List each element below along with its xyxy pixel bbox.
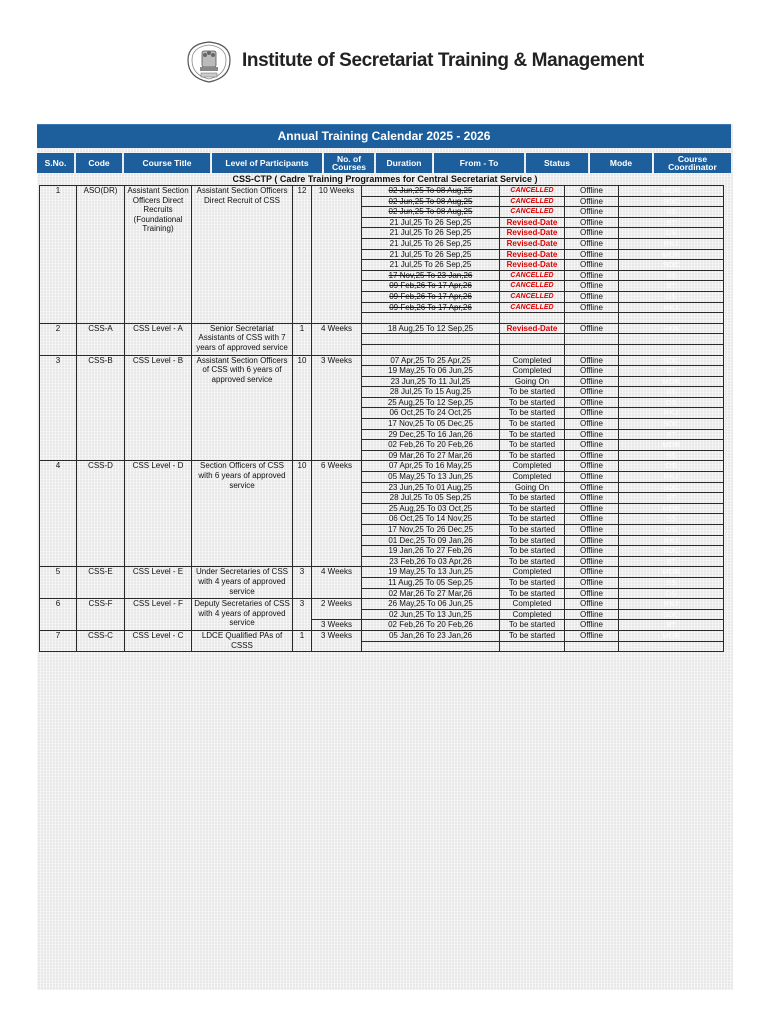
cell-from-to: 02 Jun,25 To 13 Jun,25 xyxy=(362,609,500,620)
cell-coordinator: MDR xyxy=(619,630,724,641)
cell-status: To be started xyxy=(500,620,565,631)
cell-from-to: 05 Jan,26 To 23 Jan,26 xyxy=(362,630,500,641)
cell-status: To be started xyxy=(500,419,565,430)
cell-mode: Offline xyxy=(565,249,619,260)
cell-coordinator: MDR xyxy=(619,503,724,514)
table-row xyxy=(40,599,724,610)
cell-from-to xyxy=(362,641,500,652)
cell-coordinator: BT xyxy=(619,217,724,228)
cell-coordinator xyxy=(619,313,724,324)
cell-mode: Offline xyxy=(565,503,619,514)
cell-status: CANCELLED xyxy=(500,281,565,292)
cell-status: Completed xyxy=(500,609,565,620)
cell-from-to: 28 Jul,25 To 05 Sep,25 xyxy=(362,493,500,504)
cell-from-to: 11 Aug,25 To 05 Sep,25 xyxy=(362,577,500,588)
cell-coordinator: SS xyxy=(619,577,724,588)
cell-coordinator: MDR xyxy=(619,567,724,578)
cell-from-to: 02 Jun,25 To 08 Aug,25 xyxy=(362,186,500,197)
cell-from-to xyxy=(362,313,500,324)
cell-duration: 3 Weeks xyxy=(312,630,362,651)
cell-count: 1 xyxy=(293,323,312,355)
section-title: CSS-CTP ( Cadre Training Programmes for Central Secretariat Service ) xyxy=(232,174,538,184)
cell-status: Completed xyxy=(500,567,565,578)
cell-code: CSS-D xyxy=(77,461,125,567)
cell-coordinator: SS xyxy=(619,387,724,398)
cell-coordinator: RKJ xyxy=(619,472,724,483)
cell-mode: Offline xyxy=(565,291,619,302)
cell-status: Completed xyxy=(500,472,565,483)
cell-coordinator: BT xyxy=(619,429,724,440)
cell-status: Revised-Date xyxy=(500,260,565,271)
cell-from-to: 19 Jan,26 To 27 Feb,26 xyxy=(362,546,500,557)
cell-count: 3 xyxy=(293,567,312,599)
cell-from-to: 07 Apr,25 To 25 Apr,25 xyxy=(362,355,500,366)
cell-course-title: CSS Level - F xyxy=(125,599,192,631)
cell-from-to: 05 May,25 To 13 Jun,25 xyxy=(362,472,500,483)
page-header xyxy=(0,0,768,120)
cell-coordinator: RKJ xyxy=(619,238,724,249)
cell-coordinator: MDR xyxy=(619,249,724,260)
cell-status: To be started xyxy=(500,397,565,408)
cell-coordinator xyxy=(619,641,724,652)
cell-mode: Offline xyxy=(565,493,619,504)
cell-from-to: 23 Jun,25 To 01 Aug,25 xyxy=(362,482,500,493)
cell-coordinator: SS xyxy=(619,270,724,281)
cell-from-to: 02 Jun,25 To 08 Aug,25 xyxy=(362,207,500,218)
cell-status: To be started xyxy=(500,630,565,641)
cell-code: CSS-C xyxy=(77,630,125,651)
cell-status: To be started xyxy=(500,440,565,451)
institute-title: Institute of Secretariat Training & Management xyxy=(242,50,644,71)
cell-mode: Offline xyxy=(565,397,619,408)
cell-coordinator: RKJ xyxy=(619,302,724,313)
cell-status: Completed xyxy=(500,355,565,366)
cell-sno: 4 xyxy=(40,461,77,567)
col-header-count: No. of Courses xyxy=(324,153,374,173)
cell-count: 1 xyxy=(293,630,312,651)
cell-coordinator: SOC xyxy=(619,546,724,557)
cell-course-title: CSS Level - C xyxy=(125,630,192,651)
cell-from-to: 02 Mar,26 To 27 Mar,26 xyxy=(362,588,500,599)
cell-coordinator: BT xyxy=(619,556,724,567)
cell-status: Revised-Date xyxy=(500,249,565,260)
cell-from-to: 09 Mar,26 To 27 Mar,26 xyxy=(362,450,500,461)
cell-status: To be started xyxy=(500,525,565,536)
cell-from-to: 19 May,25 To 13 Jun,25 xyxy=(362,567,500,578)
cell-from-to: 25 Aug,25 To 12 Sep,25 xyxy=(362,397,500,408)
cell-code: CSS-A xyxy=(77,323,125,355)
table-row xyxy=(40,630,724,641)
cell-coordinator xyxy=(619,344,724,355)
cell-mode: Offline xyxy=(565,217,619,228)
cell-mode: Offline xyxy=(565,472,619,483)
cell-mode: Offline xyxy=(565,196,619,207)
cell-mode: Offline xyxy=(565,482,619,493)
cell-status xyxy=(500,344,565,355)
cell-coordinator: SS xyxy=(619,514,724,525)
cell-sno: 1 xyxy=(40,186,77,324)
cell-mode xyxy=(565,641,619,652)
cell-mode: Offline xyxy=(565,366,619,377)
cell-sno: 6 xyxy=(40,599,77,631)
cell-level: Under Secretaries of CSS with 4 years of approved service xyxy=(192,567,293,599)
cell-from-to: 18 Aug,25 To 12 Sep,25 xyxy=(362,323,500,334)
national-emblem-icon xyxy=(184,38,234,86)
cell-coordinator: BT xyxy=(619,620,724,631)
cell-status: Revised-Date xyxy=(500,238,565,249)
cell-code: CSS-F xyxy=(77,599,125,631)
cell-coordinator: DS xyxy=(619,291,724,302)
cell-from-to: 17 Nov,25 To 26 Dec,25 xyxy=(362,525,500,536)
cell-status: CANCELLED xyxy=(500,291,565,302)
col-header-duration: Duration xyxy=(376,153,432,173)
cell-coordinator: BT xyxy=(619,366,724,377)
cell-sno: 3 xyxy=(40,355,77,461)
cell-status: CANCELLED xyxy=(500,270,565,281)
cell-from-to: 26 May,25 To 06 Jun,25 xyxy=(362,599,500,610)
cell-from-to xyxy=(362,334,500,345)
cell-from-to: 07 Apr,25 To 16 May,25 xyxy=(362,461,500,472)
cell-mode: Offline xyxy=(565,186,619,197)
cell-coordinator: SOC xyxy=(619,196,724,207)
cell-mode: Offline xyxy=(565,281,619,292)
cell-status: CANCELLED xyxy=(500,207,565,218)
cell-status: To be started xyxy=(500,556,565,567)
cell-coordinator: BT xyxy=(619,281,724,292)
cell-mode: Offline xyxy=(565,408,619,419)
cell-mode: Offline xyxy=(565,599,619,610)
cell-duration: 3 Weeks xyxy=(312,355,362,461)
cell-mode: Offline xyxy=(565,323,619,334)
cell-coordinator: BT xyxy=(619,493,724,504)
cell-sno: 7 xyxy=(40,630,77,651)
cell-from-to: 02 Feb,26 To 20 Feb,26 xyxy=(362,440,500,451)
cell-coordinator: MDR xyxy=(619,440,724,451)
cell-coordinator: RKJ xyxy=(619,408,724,419)
cell-coordinator: SS xyxy=(619,207,724,218)
cell-status: To be started xyxy=(500,503,565,514)
cell-coordinator: DS xyxy=(619,228,724,239)
col-header-from-to: From - To xyxy=(434,153,524,173)
cell-coordinator: DS xyxy=(619,525,724,536)
cell-mode: Offline xyxy=(565,228,619,239)
cell-coordinator: DS xyxy=(619,588,724,599)
cell-mode: Offline xyxy=(565,556,619,567)
cell-mode: Offline xyxy=(565,630,619,641)
cell-code: ASO(DR) xyxy=(77,186,125,324)
cell-from-to: 06 Oct,25 To 24 Oct,25 xyxy=(362,408,500,419)
cell-from-to: 06 Oct,25 To 14 Nov,25 xyxy=(362,514,500,525)
table-row xyxy=(40,186,724,197)
col-header-mode: Mode xyxy=(590,153,652,173)
cell-status: To be started xyxy=(500,588,565,599)
cell-from-to: 17 Nov,25 To 23 Jan,26 xyxy=(362,270,500,281)
cell-course-title: CSS Level - A xyxy=(125,323,192,355)
cell-mode: Offline xyxy=(565,567,619,578)
table-row xyxy=(40,567,724,578)
cell-status: To be started xyxy=(500,493,565,504)
cell-mode: Offline xyxy=(565,525,619,536)
cell-mode: Offline xyxy=(565,535,619,546)
cell-status: To be started xyxy=(500,546,565,557)
cell-coordinator: RKJ xyxy=(619,599,724,610)
cell-level: Senior Secretariat Assistants of CSS with 7 years of approved service xyxy=(192,323,293,355)
table-row xyxy=(40,323,724,334)
cell-duration: 4 Weeks xyxy=(312,567,362,599)
cell-status: CANCELLED xyxy=(500,196,565,207)
col-header-course-title: Course Title xyxy=(124,153,210,173)
cell-mode: Offline xyxy=(565,450,619,461)
cell-from-to: 21 Jul,25 To 26 Sep,25 xyxy=(362,260,500,271)
cell-mode: Offline xyxy=(565,387,619,398)
cell-sno: 5 xyxy=(40,567,77,599)
cell-status xyxy=(500,313,565,324)
cell-level: LDCE Qualified PAs of CSSS xyxy=(192,630,293,651)
cell-status: To be started xyxy=(500,535,565,546)
cell-from-to: 17 Nov,25 To 05 Dec,25 xyxy=(362,419,500,430)
cell-duration: 6 Weeks xyxy=(312,461,362,567)
cell-from-to: 21 Jul,25 To 26 Sep,25 xyxy=(362,249,500,260)
cell-mode: Offline xyxy=(565,609,619,620)
cell-status: To be started xyxy=(500,450,565,461)
cell-level: Section Officers of CSS with 6 years of approved service xyxy=(192,461,293,567)
cell-status: To be started xyxy=(500,514,565,525)
col-header-code: Code xyxy=(76,153,122,173)
cell-mode: Offline xyxy=(565,270,619,281)
col-header-coordinator: Course Coordinator xyxy=(654,153,731,173)
table-row xyxy=(40,355,724,366)
cell-mode xyxy=(565,334,619,345)
cell-status: Revised-Date xyxy=(500,323,565,334)
cell-from-to: 29 Dec,25 To 16 Jan,26 xyxy=(362,429,500,440)
cell-coordinator: DS xyxy=(619,397,724,408)
cell-coordinator: SOC xyxy=(619,355,724,366)
cell-count: 3 xyxy=(293,599,312,631)
cell-coordinator: SOC xyxy=(619,482,724,493)
cell-from-to: 28 Jul,25 To 15 Aug,25 xyxy=(362,387,500,398)
cell-coordinator: DS xyxy=(619,461,724,472)
cell-from-to: 09 Feb,26 To 17 Apr,26 xyxy=(362,302,500,313)
cell-duration: 10 Weeks xyxy=(312,186,362,324)
cell-course-title: CSS Level - B xyxy=(125,355,192,461)
cell-status: Going On xyxy=(500,482,565,493)
cell-coordinator: RKN xyxy=(619,323,724,334)
cell-level: Assistant Section Officers of CSS with 6 years of approved service xyxy=(192,355,293,461)
cell-status: Completed xyxy=(500,461,565,472)
cell-mode: Offline xyxy=(565,238,619,249)
cell-coordinator: RKJ xyxy=(619,535,724,546)
cell-count: 12 xyxy=(293,186,312,324)
table-row xyxy=(40,461,724,472)
cell-mode: Offline xyxy=(565,546,619,557)
cell-coordinator: SOC xyxy=(619,609,724,620)
cell-status: To be started xyxy=(500,387,565,398)
cell-code: CSS-E xyxy=(77,567,125,599)
cell-status: CANCELLED xyxy=(500,186,565,197)
cell-status: Completed xyxy=(500,599,565,610)
cell-from-to: 01 Dec,25 To 09 Jan,26 xyxy=(362,535,500,546)
col-header-sno: S.No. xyxy=(37,153,74,173)
cell-coordinator: MDR xyxy=(619,186,724,197)
cell-mode xyxy=(565,344,619,355)
cell-from-to: 21 Jul,25 To 26 Sep,25 xyxy=(362,217,500,228)
cell-mode: Offline xyxy=(565,302,619,313)
cell-level: Assistant Section Officers Direct Recruit of CSS xyxy=(192,186,293,324)
cell-from-to: 02 Feb,26 To 20 Feb,26 xyxy=(362,620,500,631)
cell-duration: 4 Weeks xyxy=(312,323,362,355)
cell-from-to: 23 Jun,25 To 11 Jul,25 xyxy=(362,376,500,387)
cell-coordinator: MDR xyxy=(619,376,724,387)
calendar-title: Annual Training Calendar 2025 - 2026 xyxy=(37,124,731,148)
cell-status xyxy=(500,641,565,652)
cell-mode: Offline xyxy=(565,577,619,588)
cell-from-to: 23 Feb,26 To 03 Apr,26 xyxy=(362,556,500,567)
cell-coordinator: SS xyxy=(619,450,724,461)
cell-coordinator: SOC xyxy=(619,419,724,430)
calendar-table xyxy=(39,185,724,652)
cell-course-title: CSS Level - D xyxy=(125,461,192,567)
cell-mode: Offline xyxy=(565,588,619,599)
col-header-level: Level of Participants xyxy=(212,153,322,173)
cell-mode: Offline xyxy=(565,620,619,631)
cell-mode: Offline xyxy=(565,355,619,366)
cell-from-to xyxy=(362,344,500,355)
cell-status xyxy=(500,334,565,345)
cell-from-to: 19 May,25 To 06 Jun,25 xyxy=(362,366,500,377)
cell-duration: 3 Weeks xyxy=(312,620,362,631)
cell-course-title: CSS Level - E xyxy=(125,567,192,599)
cell-status: CANCELLED xyxy=(500,302,565,313)
cell-status: Completed xyxy=(500,366,565,377)
cell-mode: Offline xyxy=(565,207,619,218)
cell-coordinator: SOC xyxy=(619,260,724,271)
cell-mode: Offline xyxy=(565,514,619,525)
cell-mode: Offline xyxy=(565,461,619,472)
cell-mode: Offline xyxy=(565,260,619,271)
cell-mode: Offline xyxy=(565,429,619,440)
cell-from-to: 09 Feb,26 To 17 Apr,26 xyxy=(362,291,500,302)
cell-from-to: 21 Jul,25 To 26 Sep,25 xyxy=(362,238,500,249)
cell-mode: Offline xyxy=(565,419,619,430)
cell-status: To be started xyxy=(500,429,565,440)
cell-duration: 2 Weeks xyxy=(312,599,362,620)
cell-count: 10 xyxy=(293,461,312,567)
cell-coordinator xyxy=(619,334,724,345)
cell-mode: Offline xyxy=(565,376,619,387)
cell-status: Going On xyxy=(500,376,565,387)
col-header-status: Status xyxy=(526,153,588,173)
cell-code: CSS-B xyxy=(77,355,125,461)
cell-course-title: Assistant Section Officers Direct Recruits (Foundational Training) xyxy=(125,186,192,324)
cell-sno: 2 xyxy=(40,323,77,355)
cell-from-to: 25 Aug,25 To 03 Oct,25 xyxy=(362,503,500,514)
cell-status: Revised-Date xyxy=(500,217,565,228)
cell-from-to: 09 Feb,26 To 17 Apr,26 xyxy=(362,281,500,292)
cell-status: To be started xyxy=(500,408,565,419)
cell-count: 10 xyxy=(293,355,312,461)
cell-status: To be started xyxy=(500,577,565,588)
cell-mode: Offline xyxy=(565,440,619,451)
cell-from-to: 02 Jun,25 To 08 Aug,25 xyxy=(362,196,500,207)
cell-from-to: 21 Jul,25 To 26 Sep,25 xyxy=(362,228,500,239)
cell-mode xyxy=(565,313,619,324)
cell-level: Deputy Secretaries of CSS with 4 years of approved service xyxy=(192,599,293,631)
cell-status: Revised-Date xyxy=(500,228,565,239)
